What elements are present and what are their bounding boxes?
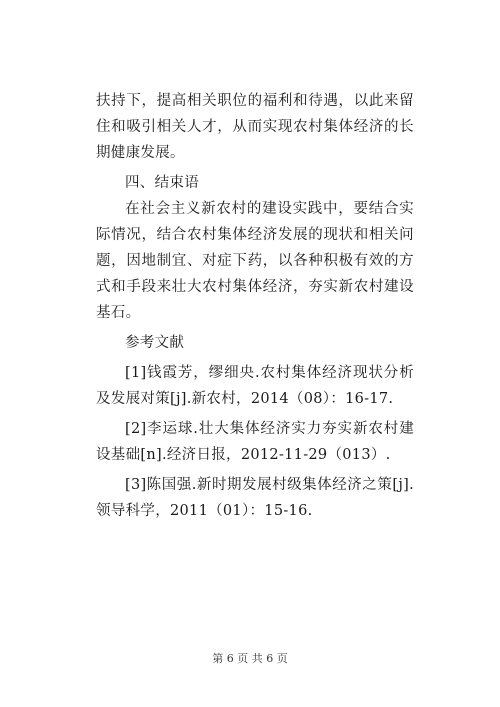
references-title: 参考文献 <box>125 335 185 351</box>
reference-item-3: [3]陈国强.新时期发展村级集体经济之策[j].领导科学，2011（01）：15-16. <box>96 477 414 519</box>
paragraph-continuation: 扶持下，提高相关职位的福利和待遇，以此来留住和吸引相关人才，从而实现农村集体经济的长期健康发展。 <box>96 93 414 161</box>
reference-item-2: [2]李运球.壮大集体经济实力夯实新农村建设基础[n].经济日报，2012-11-29（013）. <box>96 421 414 463</box>
section-heading: 四、结束语 <box>125 175 199 191</box>
reference-item-1: [1]钱霞芳，缪细央.农村集体经济现状分析及发展对策[j].新农村，2014（08）：16-17. <box>96 365 414 407</box>
paragraph-conclusion: 在社会主义新农村的建设实践中，要结合实际情况，结合农村集体经济发展的现状和相关问题，因地制宜、对症下药，以各种积极有效的方式和手段来壮大农村集体经济，夯实新农村建设基石。 <box>96 201 414 321</box>
document-body <box>96 88 414 524</box>
page-footer: 第 6 页 共 6 页 <box>212 652 288 665</box>
